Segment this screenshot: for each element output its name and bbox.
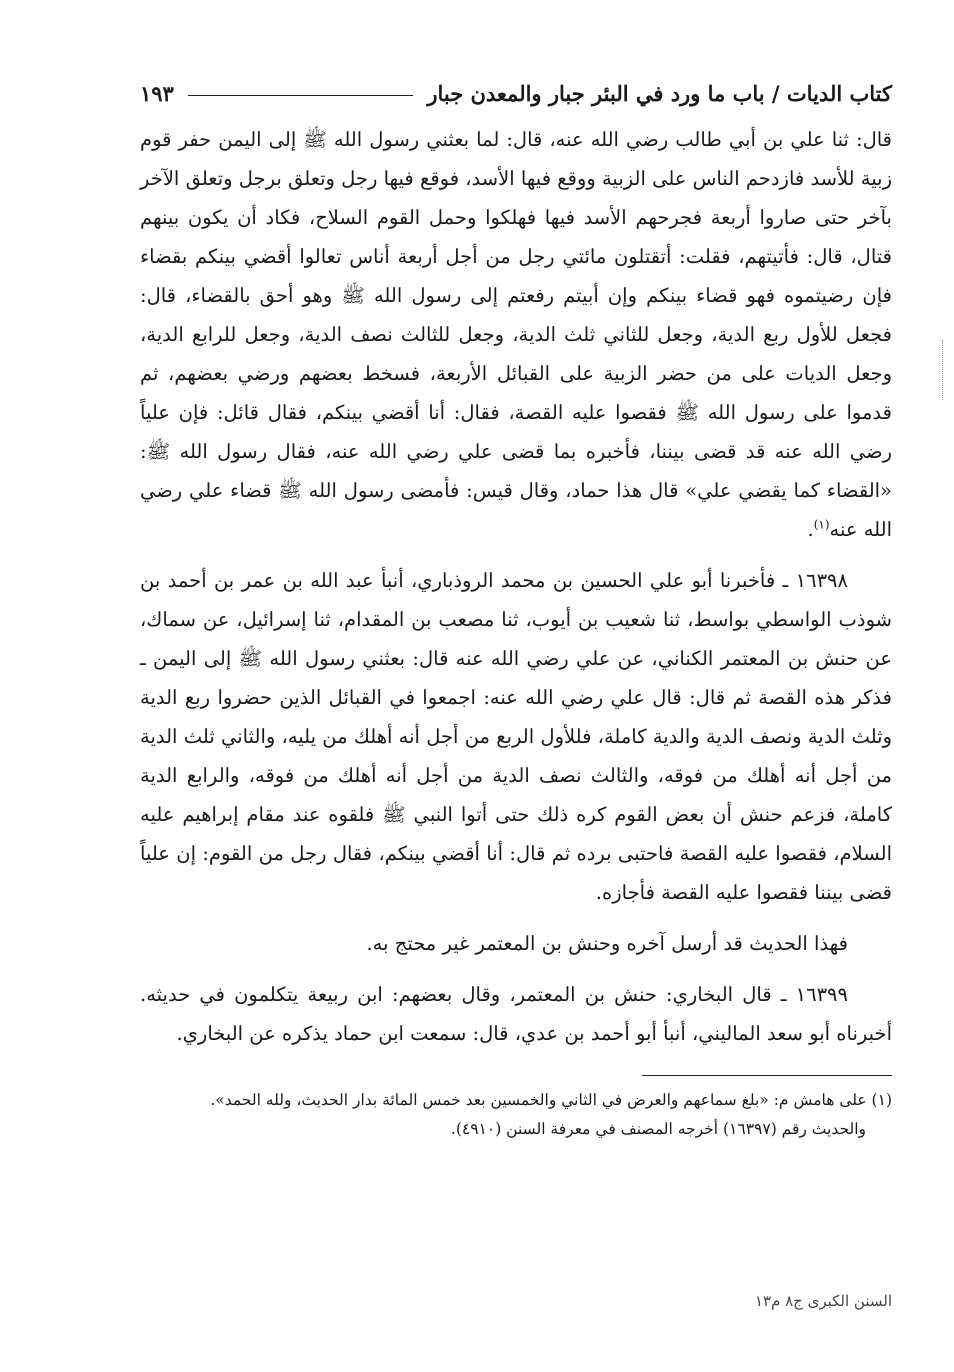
footnote-reference: والحديث رقم (١٦٣٩٧) أخرجه المصنف في معرفة السنن (٤٩١٠). xyxy=(450,1120,866,1138)
chapter-title: كتاب الديات / باب ما ورد في البئر جبار والمعدن جبار xyxy=(427,81,892,106)
paragraph-text: قال: ثنا علي بن أبي طالب رضي الله عنه، قال: لما بعثني رسول الله ﷺ إلى اليمن حفر قوم زبية للأسد فازدحم الناس على الزبية ووقع فيها الأسد، فوقع فيها رجل وتعلق برجل وتعلق الآخر بآخر حتى صاروا أربعة فجرحهم الأسد فيها فهلكوا وحمل القوم السلاح، فكاد أن يكون بينهم قتال، قال: فأتيتهم، فقلت: أتقتلون مائتي رجل من أجل أربعة أناس تعالوا أقضي بينكم بقضاء فإن رضيتموه فهو قضاء بينكم وإن أبيتم رفعتم إلى رسول الله ﷺ وهو أحق بالقضاء، قال: فجعل للأول ربع الدية، وجعل للثاني ثلث الدية، وجعل للثالث نصف الدية، وجعل للرابع الدية، وجعل الديات على من حضر الزبية على القبائل الأربعة، فسخط بعضهم ورضي بعضهم، ثم قدموا على رسول الله ﷺ فقصوا عليه القصة، فقال: أنا أقضي بينكم، فقال قائل: فإن علياً رضي الله عنه قد قضى بيننا، فأخبره بما قضى علي رضي الله عنه، فقال رسول الله ﷺ: «القضاء كما يقضي علي» قال هذا حماد، وقال قيس: فأمضى رسول الله ﷺ قضاء علي رضي الله عنه xyxy=(140,128,892,541)
page-footer: السنن الكبرى ج٨ م١٣ xyxy=(754,1292,892,1310)
paragraph-hadith-16397-continued xyxy=(140,120,892,549)
footnote-1: (١) على هامش م: «بلغ سماعهم والعرض في الثاني والخمسين بعد خمس المائة بدار الحديث، ولله الحمد». xyxy=(210,1091,892,1109)
margin-mark xyxy=(942,340,945,400)
paragraph-commentary: فهذا الحديث قد أرسل آخره وحنش بن المعتمر غير محتج به. xyxy=(366,932,848,955)
paragraph-hadith-16399: ١٦٣٩٩ ـ قال البخاري: حنش بن المعتمر، وقال بعضهم: ابن ربيعة يتكلمون في حديثه. أخبرناه أبو سعد الماليني، أنبأ أبو أحمد بن عدي، قال: سمعت ابن حماد يذكره عن البخاري. xyxy=(140,983,892,1045)
main-text xyxy=(140,120,892,1053)
footnotes xyxy=(140,1086,892,1144)
footnote-marker: (١) xyxy=(813,517,830,532)
running-header xyxy=(140,60,892,106)
header-rule xyxy=(188,95,413,96)
book-page xyxy=(140,60,892,1350)
page-number: ١٩٣ xyxy=(140,81,174,106)
paragraph-end: . xyxy=(807,518,814,541)
footnote-separator xyxy=(642,1075,892,1076)
paragraph-hadith-16398: ١٦٣٩٨ ـ فأخبرنا أبو علي الحسين بن محمد الروذباري، أنبأ عبد الله بن عمر بن أحمد بن شوذب الواسطي بواسط، ثنا شعيب بن أيوب، ثنا مصعب بن المقدام، ثنا إسرائيل، عن سماك، عن حنش بن المعتمر الكناني، عن علي رضي الله عنه قال: بعثني رسول الله ﷺ إلى اليمن ـ فذكر هذه القصة ثم قال: قال علي رضي الله عنه: اجمعوا في القبائل الذين حضروا ربع الدية وثلث الدية ونصف الدية والدية كاملة، فللأول الربع من أجل أنه أهلك من يليه، والثاني ثلث الدية من أجل أنه أهلك من فوقه، والثالث نصف الدية من أجل أنه أهلك من فوقه، والرابع الدية كاملة، فزعم حنش أن بعض القوم كره ذلك حتى أتوا النبي ﷺ فلقوه عند مقام إبراهيم عليه السلام، فقصوا عليه القصة فاحتبى برده ثم قال: أنا أقضي بينكم، فقال رجل من القوم: إن علياً قضى بيننا فقصوا عليه القصة فأجازه. xyxy=(140,569,892,904)
